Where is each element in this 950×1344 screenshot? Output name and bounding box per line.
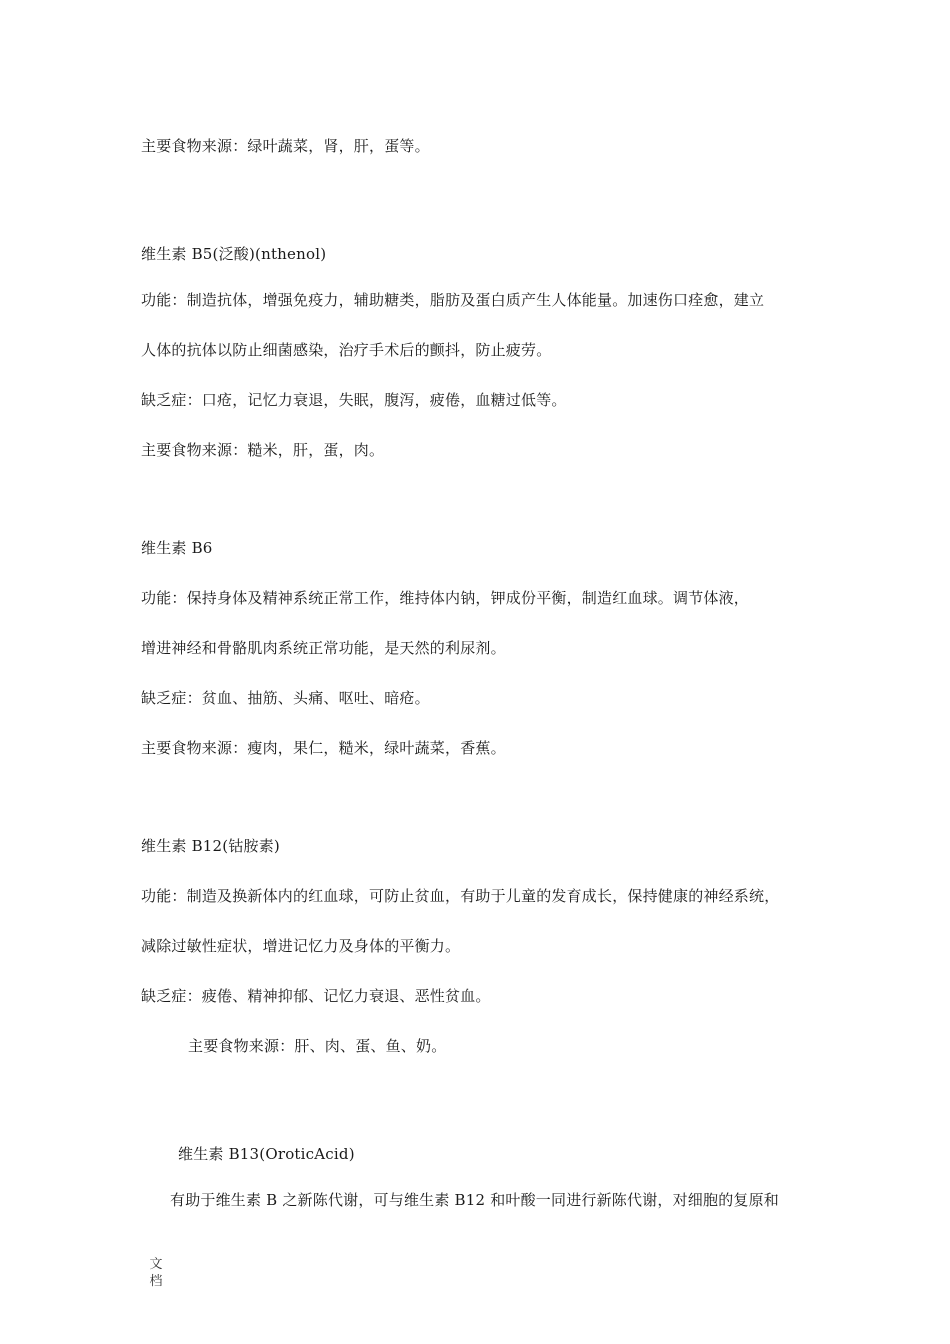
text-line: 主要食物来源：肝、肉、蛋、鱼、奶。 xyxy=(188,1037,447,1055)
section-heading: 维生素 B6 xyxy=(141,539,213,557)
section-heading: 维生素 B5(泛酸)(nthenol) xyxy=(141,245,327,263)
text-line: 主要食物来源：糙米，肝，蛋，肉。 xyxy=(141,441,385,459)
text-line: 主要食物来源：瘦肉，果仁，糙米，绿叶蔬菜，香蕉。 xyxy=(141,739,506,757)
text-line: 功能：制造抗体，增强免疫力，辅助糖类，脂肪及蛋白质产生人体能量。加速伤口痊愈，建立 xyxy=(141,291,765,309)
text-line: 人体的抗体以防止细菌感染，治疗手术后的颤抖，防止疲劳。 xyxy=(141,341,552,359)
text-line: 功能：保持身体及精神系统正常工作，维持体内钠，钾成份平衡，制造红血球。调节体液， xyxy=(141,589,750,607)
text-line: 功能：制造及换新体内的红血球，可防止贫血，有助于儿童的发育成长，保持健康的神经系统， xyxy=(141,887,780,905)
page-footer-label: 文档 xyxy=(149,1257,163,1289)
section-heading: 维生素 B13(OroticAcid) xyxy=(178,1145,355,1163)
text-line: 减除过敏性症状，增进记忆力及身体的平衡力。 xyxy=(141,937,461,955)
text-line: 增进神经和骨骼肌肉系统正常功能，是天然的利尿剂。 xyxy=(141,639,506,657)
text-line: 主要食物来源：绿叶蔬菜，肾，肝，蛋等。 xyxy=(141,137,430,155)
section-heading: 维生素 B12(钴胺素) xyxy=(141,837,280,855)
text-line: 缺乏症：口疮，记忆力衰退，失眠，腹泻，疲倦，血糖过低等。 xyxy=(141,391,567,409)
text-line: 缺乏症：疲倦、精神抑郁、记忆力衰退、恶性贫血。 xyxy=(141,987,491,1005)
text-line: 有助于维生素 B 之新陈代谢，可与维生素 B12 和叶酸一同进行新陈代谢，对细胞的复原和 xyxy=(170,1191,780,1209)
text-line: 缺乏症：贫血、抽筋、头痛、呕吐、暗疮。 xyxy=(141,689,430,707)
